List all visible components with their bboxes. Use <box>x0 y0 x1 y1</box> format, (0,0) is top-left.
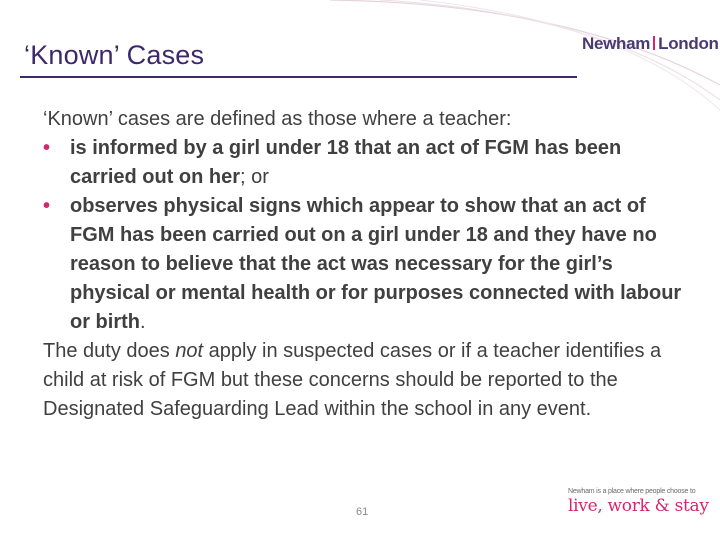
newham-tagline <box>568 488 708 516</box>
bullet-item-observes <box>43 192 683 337</box>
bullet-icon: • <box>43 137 51 159</box>
title-underline <box>20 76 577 78</box>
page-number: 61 <box>356 506 369 518</box>
duty-text-after: apply in suspected cases or if a teacher identifies a child at risk of FGM but these concerns should be reported to the Designated Safeguarding Lead within the school in any event. <box>43 340 662 420</box>
intro-text: ‘Known’ cases are defined as those where a teacher: <box>43 108 512 130</box>
duty-paragraph <box>43 337 683 424</box>
bullet-icon: • <box>43 195 51 217</box>
duty-text-before: The duty does <box>43 340 176 362</box>
tagline-small-text: Newham is a place where people choose to <box>568 488 696 495</box>
bullet-item-informed <box>43 134 683 192</box>
slide-body <box>43 105 683 424</box>
slide-title: ‘Known’ Cases <box>24 40 205 70</box>
bullet-list <box>43 134 683 337</box>
bullet-bold-text: is informed by a girl under 18 that an act of FGM has been carried out on her <box>70 137 622 188</box>
bullet-bold-text: observes physical signs which appear to show that an act of FGM has been carried out on a girl under 18 and they have no reason to believe that the act was necessary for the girl’s physical or mental health or for purposes connected with labour or birth <box>70 195 682 333</box>
newham-london-logo <box>582 34 719 54</box>
logo-london-text: London <box>658 34 719 53</box>
logo-separator <box>653 36 655 50</box>
bullet-trailing-text: ; or <box>240 166 269 188</box>
bullet-trailing-text: . <box>140 311 146 333</box>
duty-emphasis: not <box>175 340 204 362</box>
tagline-big-text: live, work & stay <box>568 496 709 516</box>
logo-newham-text: Newham <box>582 34 651 53</box>
